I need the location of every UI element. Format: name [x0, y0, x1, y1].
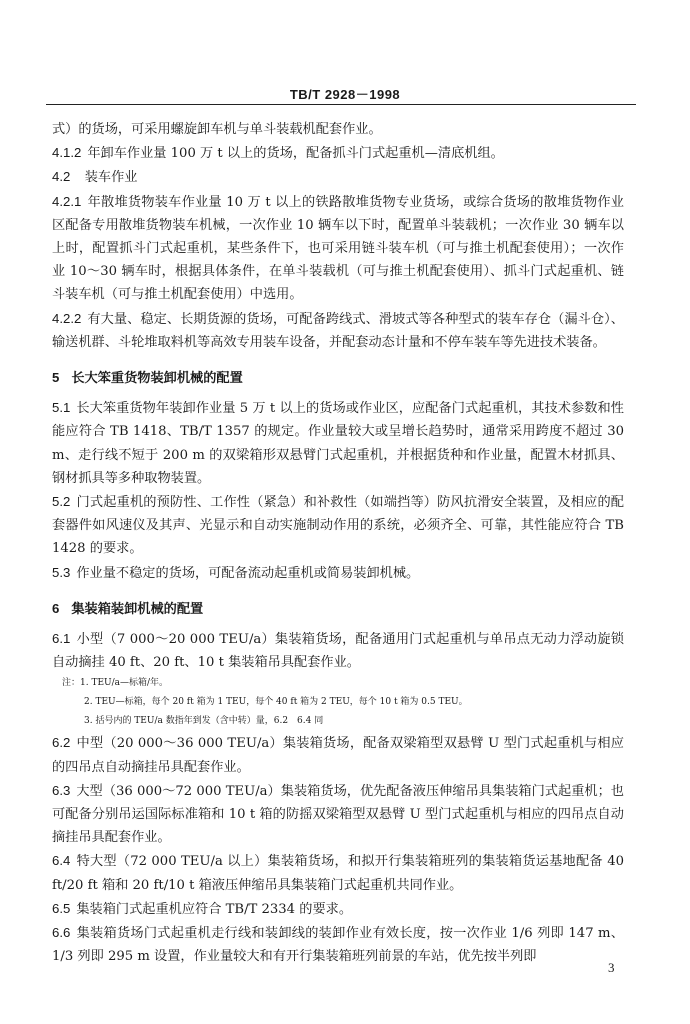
- clause-text: 中型（20 000～36 000 TEU/a）集装箱货场，配备双梁箱型双悬臂 U 型门式起重机与相应的四吊点自动摘挂吊具配套作业。: [52, 736, 624, 775]
- clause-4-2: [52, 165, 624, 189]
- clause-number: 6.5: [52, 900, 71, 916]
- clause-number: 5.1: [52, 400, 71, 416]
- clause-text: 作业量不稳定的货场，可配备流动起重机或简易装卸机械。: [76, 565, 420, 581]
- note-1: 注：1. TEU/a—标箱/年。: [62, 678, 169, 689]
- clause-number: 6.6: [52, 925, 71, 941]
- clause-number: 6.1: [52, 631, 71, 647]
- clause-text: 小型（7 000～20 000 TEU/a）集装箱货场，配备通用门式起重机与单吊点无动力浮动旋锁自动摘挂 40 ft、20 ft、10 t 集装箱吊具配套作业。: [52, 632, 624, 671]
- clause-text: 集装箱门式起重机应符合 TB/T 2334 的要求。: [76, 901, 353, 917]
- clause-6-3: [52, 779, 624, 850]
- note-3: 3. 括号内的 TEU/a 数指年到发（含中转）量，6.2 6.4 同: [84, 716, 324, 727]
- clause-5-3: [52, 561, 624, 585]
- clause-5-1: [52, 396, 624, 490]
- clause-6-2: [52, 731, 624, 778]
- clause-number: 6.4: [52, 853, 71, 869]
- clause-number: 6.3: [52, 782, 71, 798]
- clause-6-4: [52, 849, 624, 896]
- clause-6-5: [52, 897, 624, 921]
- paragraph-text: 式）的货场，可采用螺旋卸车机与单斗装载机配套作业。: [52, 122, 382, 137]
- document-body: [52, 118, 624, 969]
- clause-text: 特大型（72 000 TEU/a 以上）集装箱货场，和拟开行集装箱班列的集装箱货运基地配备 40 ft/20 ft 箱和 20 ft/10 t 箱液压伸缩吊具集装箱门式起重机共同作业。: [52, 854, 624, 893]
- clause-number: 5.3: [52, 564, 71, 580]
- section-title: 集装箱装卸机械的配置: [71, 601, 204, 617]
- clause-text: 有大量、稳定、长期货源的货场，可配备跨线式、滑坡式等各种型式的装车存仓（漏斗仓）、输送机群、斗轮堆取料机等高效专用装车设备，并配套动态计量和不停车装车等先进技术装备。: [52, 311, 624, 350]
- clause-text: 装车作业: [84, 170, 138, 186]
- clause-number: 6.2: [52, 735, 71, 751]
- clause-number: 4.2.1: [52, 193, 82, 209]
- page-header-standard-number: TB/T 2928－1998: [289, 87, 401, 102]
- clause-6-6: [52, 921, 624, 968]
- page-number: 3: [608, 960, 615, 975]
- note-2: 2. TEU—标箱，每个 20 ft 箱为 1 TEU，每个 40 ft 箱为 2 TEU，每个 10 t 箱为 0.5 TEU。: [84, 697, 468, 708]
- clause-number: 4.2.2: [52, 310, 82, 326]
- paragraph-continuation: [52, 118, 624, 141]
- section-5-heading: [52, 366, 624, 390]
- clause-text: 长大笨重货物年装卸作业量 5 万 t 以上的货场或作业区，应配备门式起重机，其技术参数和性能应符合 TB 1418、TB/T 1357 的规定。作业量较大或呈增长趋势时，通常采用跨度不超过 30 m、走行线不短于 200 m 的双梁箱形双悬臂门式起重机，并根据货种和作业量，配置木材抓具、钢材抓具等多种取物装置。: [52, 401, 624, 486]
- clause-text: 年卸车作业量 100 万 t 以上的货场，配备抓斗门式起重机—清底机组。: [87, 146, 504, 162]
- clause-4-2-1: [52, 190, 624, 307]
- clause-6-1: [52, 627, 624, 674]
- clause-text: 大型（36 000～72 000 TEU/a）集装箱货场，优先配备液压伸缩吊具集装箱门式起重机；也可配备分别吊运国际标准箱和 10 t 箱的防摇双梁箱型双悬臂 U 型门式起重机与相应的四吊点自动摘挂吊具配套作业。: [52, 783, 624, 846]
- clause-number: 4.1.2: [52, 145, 82, 161]
- clause-text: 年散堆货物装车作业量 10 万 t 以上的铁路散堆货物专业货场，或综合货场的散堆货物作业区配备专用散堆货物装车机械，一次作业 10 辆车以下时，配置单斗装载机；一次作业 30 辆车以上时，配置抓斗门式起重机，某些条件下，也可采用链斗装车机（可与推土机配套使用）；一次作业 10～30 辆车时，根据具体条件，在单斗装载机（可与推土机配套使用）、抓斗门式起重机、链斗装车机（可与推土机配套使用）中选用。: [52, 194, 624, 303]
- clause-number: 5.2: [52, 494, 71, 510]
- clause-text: 集装箱货场门式起重机走行线和装卸线的装卸作业有效长度，按一次作业 1/6 列即 147 m、1/3 列即 295 m 设置，作业量较大和有开行集装箱班列前景的车站，优先按半列即: [52, 926, 624, 965]
- header-rule: [46, 104, 636, 105]
- clause-5-2: [52, 490, 624, 561]
- section-6-heading: [52, 597, 624, 621]
- clause-4-1-2: [52, 141, 624, 165]
- section-title: 长大笨重货物装卸机械的配置: [71, 371, 243, 387]
- section-number: 5: [52, 370, 60, 386]
- clause-number: 4.2: [52, 169, 71, 185]
- clause-4-2-2: [52, 307, 624, 354]
- section-number: 6: [52, 600, 60, 616]
- clause-text: 门式起重机的预防性、工作性（紧急）和补救性（如端挡等）防风抗滑安全装置，及相应的配套器件如风速仪及其声、光显示和自动实施制动作用的系统，必须齐全、可靠，其性能应符合 TB 1428 的要求。: [52, 495, 624, 557]
